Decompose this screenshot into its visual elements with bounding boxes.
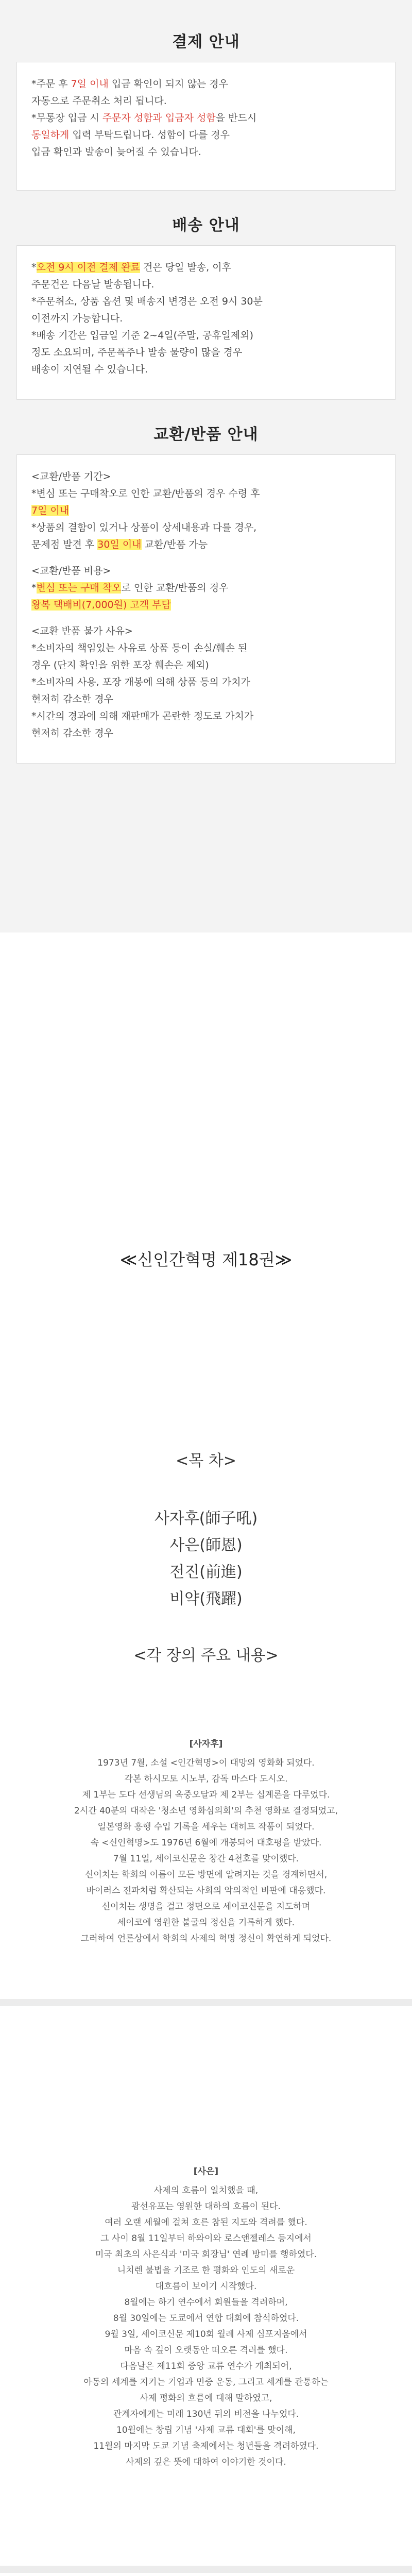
chapter-synopsis xyxy=(31,2164,381,2470)
chapter-line: 신이치는 학회의 이름이 모든 방면에 알려지는 것을 경계하면서, xyxy=(84,1870,328,1880)
notice-line xyxy=(31,725,381,742)
returns-impossible-lines xyxy=(31,640,381,742)
toc-item: 비약(飛躍) xyxy=(169,1590,243,1608)
line-text: 이전까지 가능합니다. xyxy=(31,313,123,324)
chapter-line: 10월에는 창립 기념 '사제 교류 대회'를 맞이해, xyxy=(116,2425,296,2435)
notice-line xyxy=(31,327,381,344)
chapter-line: 광선유포는 영원한 대하의 흐름이 된다. xyxy=(131,2201,281,2212)
notice-line xyxy=(31,76,381,93)
notice-line xyxy=(31,657,381,674)
book-title: ≪신인간혁명 제18권≫ xyxy=(119,1250,293,1269)
chapter-line: 관계자에게는 미래 130년 뒤의 비전을 나누었다. xyxy=(113,2409,299,2419)
toc-item: 전진(前進) xyxy=(169,1563,243,1581)
returns-title: 교환/반품 안내 xyxy=(153,426,259,444)
chapter-line: 세이코에 영원한 불굴의 정신을 기록하게 했다. xyxy=(117,1918,295,1928)
shipping-title: 배송 안내 xyxy=(172,216,240,234)
notice-line xyxy=(31,344,381,361)
line-text: 건은 당일 발송, 이후 xyxy=(140,262,231,273)
notice-line xyxy=(31,110,381,127)
line-text: 입금 확인과 발송이 늦어질 수 있습니다. xyxy=(31,146,201,158)
line-text: 배송이 지연될 수 있습니다. xyxy=(31,364,148,375)
line-text: 을 반드시 xyxy=(215,112,257,124)
line-text: 로 인한 교환/반품의 경우 xyxy=(121,582,229,594)
line-text: *시간의 경과에 의해 재판매가 곤란한 정도로 가치가 xyxy=(31,710,254,722)
line-text: 경우 (단지 확인을 위한 포장 훼손은 제외) xyxy=(31,659,209,671)
line-text: *주문 후 xyxy=(31,78,71,90)
emphasis-text: 오전 9시 이전 결제 완료 xyxy=(36,262,140,273)
chapter-line: 9월 3일, 세이코신문 제10회 월례 사제 심포지움에서 xyxy=(105,2329,307,2340)
emphasis-text: 7일 이내 xyxy=(71,78,109,90)
chapter-line: 11월의 마지막 도쿄 기념 축제에서는 청년들을 격려하였다. xyxy=(93,2441,319,2451)
line-text: 주문건은 다음날 발송됩니다. xyxy=(31,279,154,290)
returns-period-lines xyxy=(31,485,381,553)
line-text: *무통장 입금 시 xyxy=(31,112,102,124)
line-text: 문제점 발견 후 xyxy=(31,539,98,550)
chapter-synopsis xyxy=(31,1736,381,1947)
chapter-line: 바이러스 전파처럼 확산되는 사회의 악의적인 비판에 대응했다. xyxy=(86,1886,326,1896)
chapter-line: 2시간 40분의 대작은 '청소년 영화심의회'의 추천 영화로 결정되었고, xyxy=(74,1806,338,1816)
line-text: *소비자의 사용, 포장 개봉에 의해 상품 등의 가치가 xyxy=(31,676,250,688)
line-text: 입력 부탁드립니다. 성함이 다를 경우 xyxy=(69,129,230,141)
notice-line xyxy=(31,519,381,536)
notice-line xyxy=(31,93,381,110)
notice-line xyxy=(31,580,381,597)
line-text: 입금 확인이 되지 않는 경우 xyxy=(108,78,228,90)
chapter-line: 마음 속 깊이 오랫동안 떠오른 격려를 했다. xyxy=(124,2345,288,2355)
notice-line xyxy=(31,536,381,553)
line-text: *변심 또는 구매착오로 인한 교환/반품의 경우 수령 후 xyxy=(31,488,260,499)
line-text: 현저히 감소한 경우 xyxy=(31,727,113,739)
emphasis-text: 30일 이내 xyxy=(97,539,142,550)
emphasis-text: 주문자 성함과 입금자 성함 xyxy=(102,112,216,124)
chapter-line: 8월 30일에는 도쿄에서 연합 대회에 참석하였다. xyxy=(113,2313,299,2324)
payment-lines xyxy=(31,76,381,161)
chapter-line: 7월 11일, 세이코신문은 창간 4천호를 맞이했다. xyxy=(113,1854,299,1864)
chapter-line: 여러 오랜 세월에 걸쳐 흐른 참된 지도와 격려를 했다. xyxy=(105,2217,307,2228)
chapter-line: 그 사이 8월 11일부터 하와이와 로스앤젤레스 등지에서 xyxy=(100,2233,312,2244)
line-text: *배송 기간은 입금일 기준 2~4일(주말, 공휴일제외) xyxy=(31,330,254,341)
section-divider xyxy=(0,2566,412,2573)
notice-line xyxy=(31,127,381,144)
line-text: *소비자의 책임있는 사유로 상품 등이 손실/훼손 된 xyxy=(31,642,248,654)
chapter-line: 아동의 세계를 지키는 기업과 민중 운동, 그리고 세계를 관통하는 xyxy=(83,2377,329,2387)
chapter-line: 니치렌 불법을 기조로 한 평화와 인도의 새로운 xyxy=(117,2265,295,2276)
notice-line xyxy=(31,691,381,708)
notice-line xyxy=(31,144,381,161)
emphasis-text: 7일 이내 xyxy=(31,505,70,516)
chapter-label: [사자후] xyxy=(189,1739,223,1749)
notice-line xyxy=(31,640,381,657)
notice-line xyxy=(31,293,381,310)
notice-line xyxy=(31,276,381,293)
line-text: 현저히 감소한 경우 xyxy=(31,693,113,705)
line-text: * xyxy=(31,582,37,594)
emphasis-text: 왕복 택배비(7,000원) 고객 부담 xyxy=(31,599,171,611)
notice-section xyxy=(0,0,412,933)
emphasis-text: 동일하게 xyxy=(31,129,70,141)
returns-period-heading: <교환/반품 기간> xyxy=(31,471,111,482)
chapter-line: 사제의 흐름이 일치했을 때, xyxy=(153,2185,259,2196)
chapter-line: 사제 평화의 흐름에 대해 말하였고, xyxy=(140,2393,272,2403)
section-divider xyxy=(0,1999,412,2006)
notice-line xyxy=(31,310,381,327)
chapter-line: 각본 하시모토 시노부, 감독 마스다 도시오. xyxy=(124,1774,288,1784)
toc-item: 사자후(師子吼) xyxy=(154,1510,258,1528)
toc-item: 사은(師恩) xyxy=(169,1536,243,1554)
notice-line xyxy=(31,597,381,614)
notice-line xyxy=(31,502,381,519)
chapter-line: 미국 최초의 사은식과 '미국 회장님' 연례 방미를 행하였다. xyxy=(95,2249,317,2260)
payment-title: 결제 안내 xyxy=(172,33,240,51)
line-text: * xyxy=(31,262,37,273)
shipping-box xyxy=(16,245,396,400)
returns-impossible-heading: <교환 반품 불가 사유> xyxy=(31,625,133,637)
emphasis-text: 변심 또는 구매 착오 xyxy=(36,582,122,594)
line-text: *주문취소, 상품 옵션 및 배송지 변경은 오전 9시 30분 xyxy=(31,296,263,307)
notice-line xyxy=(31,259,381,276)
returns-box xyxy=(16,454,396,764)
notice-line xyxy=(31,674,381,691)
chapter-line: 사제의 깊은 뜻에 대하여 이야기한 것이다. xyxy=(126,2457,286,2467)
chapter-line: 속 <신인혁명>도 1976년 6월에 개봉되어 대호평을 받았다. xyxy=(90,1838,322,1848)
returns-cost-lines xyxy=(31,580,381,614)
toc-title: <목 차> xyxy=(176,1452,236,1470)
chapter-line: 신이치는 생명을 걸고 정면으로 세이코신문을 지도하며 xyxy=(101,1902,311,1912)
chapter-line: 그러하여 언론상에서 학회의 사제의 혁명 정신이 확연하게 되었다. xyxy=(80,1934,332,1944)
chapter-line: 1973년 7월, 소설 <인간혁명>이 대망의 영화화 되었다. xyxy=(97,1758,315,1768)
payment-box xyxy=(16,62,396,191)
line-text: 교환/반품 가능 xyxy=(141,539,208,550)
chapter-line: 대흐름이 보이기 시작했다. xyxy=(155,2281,257,2292)
returns-cost-heading: <교환/반품 비용> xyxy=(31,565,111,577)
summary-title: <각 장의 주요 내용> xyxy=(133,1647,279,1665)
chapter-line: 8월에는 하기 연수에서 회원들을 격려하며, xyxy=(124,2297,288,2308)
toc-list xyxy=(0,1505,412,1613)
chapter-line: 일본영화 흥행 수입 기록을 세우는 대히트 작품이 되었다. xyxy=(97,1822,315,1832)
chapter-line: 제 1부는 도다 선생님의 옥중오달과 제 2부는 십계론을 다루었다. xyxy=(82,1790,330,1800)
notice-line xyxy=(31,485,381,502)
line-text: 자동으로 주문취소 처리 됩니다. xyxy=(31,95,167,107)
notice-line xyxy=(31,708,381,725)
line-text: 정도 소요되며, 주문폭주나 발송 물량이 많을 경우 xyxy=(31,347,243,358)
line-text: *상품의 결함이 있거나 상품이 상세내용과 다를 경우, xyxy=(31,522,257,533)
chapter-line: 다음날은 제11회 중앙 교류 연수가 개최되어, xyxy=(120,2361,292,2371)
chapter-label: [사은] xyxy=(193,2166,219,2177)
shipping-lines xyxy=(31,259,381,378)
notice-line xyxy=(31,361,381,378)
